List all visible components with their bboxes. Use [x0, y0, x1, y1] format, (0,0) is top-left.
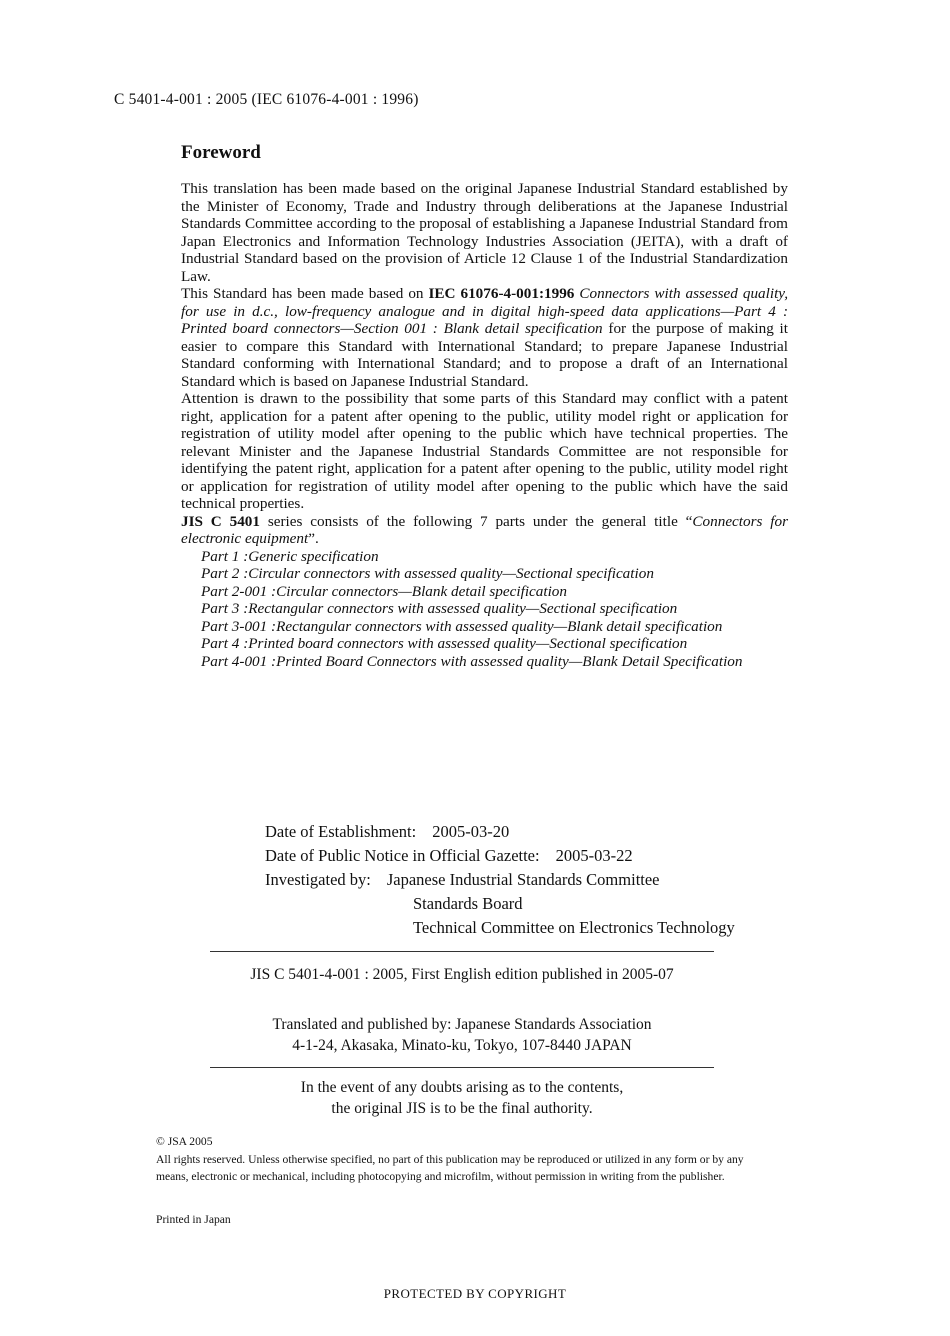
part-title: Circular connectors—Blank detail specification: [276, 582, 567, 600]
authority-notice: [210, 1077, 714, 1119]
part-title: Printed board connectors with assessed quality—Sectional specification: [248, 635, 688, 652]
foreword-paragraph-3: Attention is drawn to the possibility that some parts of this Standard may conflict with a patent right, application for a patent after opening to the public, utility model right or application for registration of utility model after opening to the public which have technical properties. The relevant Minister and the Japanese Industrial Standards Committee are not responsible for identifying the patent right, application for a patent after opening to the public, utility model right or application for registration of utility model after opening to the public which have the said technical properties.: [181, 390, 788, 512]
authority-line-2: the original JIS is to be the final authority.: [331, 1100, 593, 1117]
part-label: Part 4 :: [201, 635, 249, 652]
legal-notice: [156, 1133, 768, 1186]
notice-value: 2005-03-22: [555, 846, 633, 865]
investigated-label: Investigated by:: [265, 870, 371, 889]
investigated-line-2: Standards Board: [413, 894, 523, 913]
part-label: Part 2-001 :: [201, 582, 277, 600]
divider-top: [210, 951, 714, 952]
list-item: [181, 583, 788, 601]
part-label: Part 3 :: [201, 600, 249, 617]
divider-bottom: [210, 1067, 714, 1068]
investigated-row: [265, 868, 735, 892]
establishment-date-row: [265, 820, 735, 844]
foreword-body: [181, 180, 788, 670]
foreword-paragraph-1: This translation has been made based on the original Japanese Industrial Standard established by the Minister of Economy, Trade and Industry through deliberations at the Japanese Industrial Standards Committee according to the proposal of establishing a Japanese Industrial Standard from Japan Electronics and Information Technology Industries Association (JEITA), with a draft of Industrial Standard based on the provision of Article 12 Clause 1 of the Industrial Standardization Law.: [181, 180, 788, 285]
part-label: Part 1 :: [201, 547, 249, 565]
part-label: Part 2 :: [201, 565, 249, 582]
jis-series-reference: JIS C 5401: [181, 512, 260, 530]
part-label: Part 4-001 :: [201, 652, 277, 670]
part-title: Rectangular connectors with assessed quality—Sectional specification: [248, 600, 678, 617]
iec-title: Connectors with assessed quality, for use in d.c., low-frequency analogue and in digital high-speed data applications—Part 4 : Printed board connectors—Section 001 : Blank detail specification: [181, 285, 788, 337]
establishment-value: 2005-03-20: [432, 822, 510, 841]
notice-date-row: [265, 844, 735, 868]
translated-by: Translated and published by: Japanese Standards Association: [272, 1016, 652, 1033]
para2-intro: This Standard has been made based on: [181, 285, 429, 302]
parts-list: [181, 548, 788, 671]
publisher-block: [210, 1014, 714, 1056]
para4-text: series consists of the following 7 parts under the general title “: [260, 512, 693, 530]
foreword-heading: Foreword: [181, 142, 261, 163]
rights-reserved-text: All rights reserved. Unless otherwise specified, no part of this publication may be reproduced or utilized in any form or by any means, electronic or mechanical, including photocopying and microfilm, without permission in writing from the publisher.: [156, 1152, 744, 1183]
notice-label: Date of Public Notice in Official Gazette:: [265, 846, 540, 865]
printed-in: Printed in Japan: [156, 1213, 231, 1226]
establishment-label: Date of Establishment:: [265, 822, 417, 841]
protected-footer: PROTECTED BY COPYRIGHT: [383, 1286, 567, 1301]
establishment-dates: [265, 820, 735, 940]
investigated-line-1: Japanese Industrial Standards Committee: [386, 870, 660, 889]
authority-line-1: In the event of any doubts arising as to the contents,: [300, 1079, 624, 1096]
list-item: [181, 618, 788, 636]
part-title: Circular connectors with assessed quality—Sectional specification: [248, 565, 654, 582]
list-item: [181, 653, 788, 671]
copyright-line: © JSA 2005: [156, 1135, 213, 1148]
foreword-paragraph-2: [181, 285, 788, 390]
list-item: [181, 635, 788, 653]
list-item: [181, 600, 788, 618]
part-title: Rectangular connectors with assessed quality—Blank detail specification: [276, 617, 723, 635]
part-title: Printed Board Connectors with assessed quality—Blank Detail Specification: [276, 652, 743, 670]
list-item: [181, 548, 788, 566]
para4-end: ”.: [308, 530, 319, 547]
foreword-paragraph-4: [181, 513, 788, 548]
document-id-header: C 5401-4-001 : 2005 (IEC 61076-4-001 : 1996): [114, 91, 419, 108]
part-title: Generic specification: [248, 547, 379, 565]
list-item: [181, 565, 788, 583]
general-title: Connectors for electronic equipment: [181, 512, 789, 547]
investigated-line-3: Technical Committee on Electronics Technology: [413, 918, 735, 937]
part-label: Part 3-001 :: [201, 617, 277, 635]
iec-reference: IEC 61076-4-001:1996: [428, 285, 575, 302]
first-edition-notice: JIS C 5401-4-001 : 2005, First English edition published in 2005-07: [250, 966, 674, 983]
publisher-address: 4-1-24, Akasaka, Minato-ku, Tokyo, 107-8440 JAPAN: [292, 1037, 632, 1054]
para2-rest: for the purpose of making it easier to compare this Standard with International Standard; to prepare Japanese Industrial Standard conforming with International Standard; and to propose a draft of an International Standard which is based on Japanese Industrial Standard.: [181, 320, 788, 390]
